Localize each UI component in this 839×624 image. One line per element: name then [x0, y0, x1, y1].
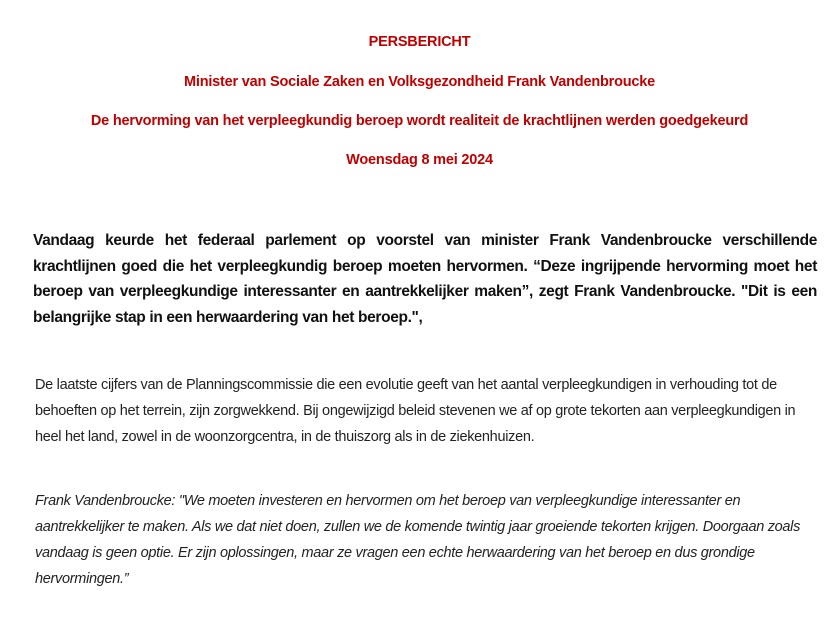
press-release-label: PERSBERICHT	[368, 34, 471, 50]
body-paragraph: De laatste cijfers van de Planningscommissie die een evolutie geeft van het aantal verpleegkundigen in verhouding tot de behoeften op het terrein, zijn zorgwekkend. Bij ongewijzigd beleid stevenen we af op grote tekorten aan verpleegkundigen in heel het land, zowel in de woonzorgcentra, in de thuiszorg als in de ziekenhuizen.	[35, 377, 796, 445]
lead-paragraph: Vandaag keurde het federaal parlement op voorstel van minister Frank Vandenbroucke verschillende krachtlijnen goed die het verpleegkundig beroep moeten hervormen. “Deze ingrijpende hervorming moet het beroep van verpleegkundige interessanter en aantrekkelijker maken”, zegt Frank Vandenbroucke. "Dit is een belangrijke stap in een herwaardering van het beroep.",	[33, 232, 817, 326]
date: Woensdag 8 mei 2024	[346, 152, 493, 168]
headline: De hervorming van het verpleegkundig beroep wordt realiteit de krachtlijnen werden goedgekeurd	[90, 113, 749, 129]
quote-paragraph: Frank Vandenbroucke: "We moeten investeren en hervormen om het beroep van verpleegkundige interessanter en aantrekkelijker te maken. Als we dat niet doen, zullen we de komende twintig jaar groeiende tekorten krijgen. Doorgaan zoals vandaag is geen optie. Er zijn oplossingen, maar ze vragen een echte herwaardering van het beroep en dus grondige hervormingen.”	[35, 493, 801, 587]
minister-title: Minister van Sociale Zaken en Volksgezondheid Frank Vandenbroucke	[183, 74, 655, 90]
